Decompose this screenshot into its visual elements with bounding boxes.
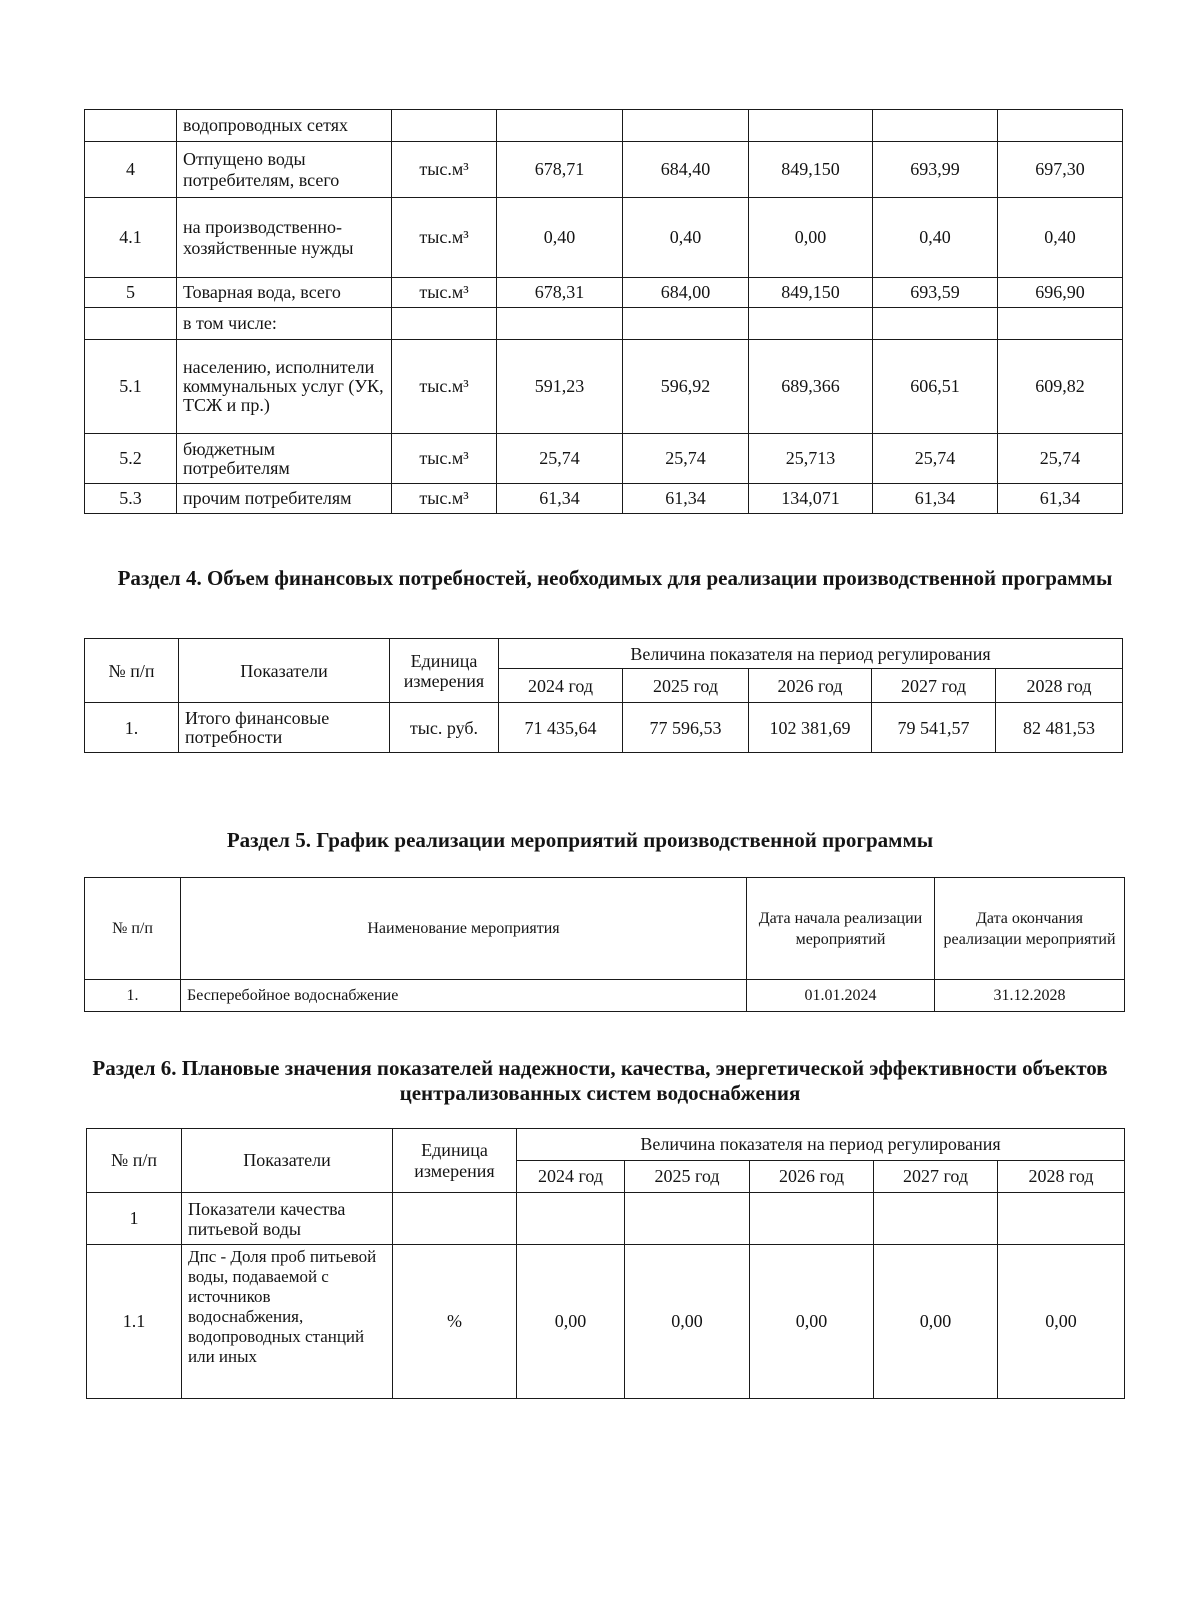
col-header-num: № п/п bbox=[85, 639, 179, 703]
section-6-title: Раздел 6. Плановые значения показателей надежности, качества, энергетической эффективности объектов централизованных систем водоснабжения bbox=[92, 1056, 1108, 1105]
col-header-year: 2027 год bbox=[872, 669, 996, 703]
table-header-row bbox=[85, 878, 1125, 980]
table-row: 5.1 населению, исполнители коммунальных услуг (УК, ТСЖ и пр.) тыс.м³ 591,23 596,92 689,366 606,51 609,82 bbox=[85, 340, 1123, 434]
col-header-year: 2024 год bbox=[517, 1161, 625, 1193]
section-4-title: Раздел 4. Объем финансовых потребностей, необходимых для реализации производственной программы bbox=[117, 566, 1113, 590]
col-header-year: 2024 год bbox=[499, 669, 623, 703]
col-header-year: 2028 год bbox=[998, 1161, 1125, 1193]
section-4-table bbox=[84, 638, 1123, 753]
table-header-row bbox=[87, 1129, 1125, 1161]
water-balance-table bbox=[84, 109, 1123, 514]
table-header-row bbox=[85, 639, 1123, 669]
table-row: 1.1 Дпс - Доля проб питьевой воды, подаваемой с источников водоснабжения, водопроводных станций или иных % 0,00 0,00 0,00 0,00 0,00 bbox=[87, 1245, 1125, 1399]
col-header-num: № п/п bbox=[87, 1129, 182, 1193]
col-header-unit: Единица измерения bbox=[390, 639, 499, 703]
section-5-table bbox=[84, 877, 1125, 1012]
table-row: 1. Бесперебойное водоснабжение 01.01.2024 31.12.2028 bbox=[85, 980, 1125, 1012]
table-row: 4.1 на производственно-хозяйственные нужды тыс.м³ 0,40 0,40 0,00 0,40 0,40 bbox=[85, 198, 1123, 278]
table-row: 5 Товарная вода, всего тыс.м³ 678,31 684,00 849,150 693,59 696,90 bbox=[85, 278, 1123, 308]
table-row: 1. Итого финансовые потребности тыс. руб. 71 435,64 77 596,53 102 381,69 79 541,57 82 481,53 bbox=[85, 703, 1123, 753]
section-6-table bbox=[86, 1128, 1125, 1399]
col-header-year: 2027 год bbox=[874, 1161, 998, 1193]
col-header-period: Величина показателя на период регулирования bbox=[517, 1129, 1125, 1161]
table-row: водопроводных сетях bbox=[85, 110, 1123, 142]
section-5-title: Раздел 5. График реализации мероприятий производственной программы bbox=[226, 828, 934, 852]
col-header-unit: Единица измерения bbox=[393, 1129, 517, 1193]
table-row: 5.2 бюджетным потребителям тыс.м³ 25,74 25,74 25,713 25,74 25,74 bbox=[85, 434, 1123, 484]
col-header-name: Наименование мероприятия bbox=[181, 878, 747, 980]
col-header-num: № п/п bbox=[85, 878, 181, 980]
col-header-year: 2025 год bbox=[623, 669, 749, 703]
col-header-start: Дата начала реализации мероприятий bbox=[747, 878, 935, 980]
col-header-year: 2028 год bbox=[996, 669, 1123, 703]
table-row: 1 Показатели качества питьевой воды bbox=[87, 1193, 1125, 1245]
col-header-name: Показатели bbox=[179, 639, 390, 703]
col-header-year: 2025 год bbox=[625, 1161, 750, 1193]
table-row: в том числе: bbox=[85, 308, 1123, 340]
table-row: 4 Отпущено воды потребителям, всего тыс.м³ 678,71 684,40 849,150 693,99 697,30 bbox=[85, 142, 1123, 198]
col-header-end: Дата окончания реализации мероприятий bbox=[935, 878, 1125, 980]
col-header-year: 2026 год bbox=[750, 1161, 874, 1193]
col-header-period: Величина показателя на период регулирования bbox=[499, 639, 1123, 669]
table-row: 5.3 прочим потребителям тыс.м³ 61,34 61,34 134,071 61,34 61,34 bbox=[85, 484, 1123, 514]
col-header-name: Показатели bbox=[182, 1129, 393, 1193]
col-header-year: 2026 год bbox=[749, 669, 872, 703]
